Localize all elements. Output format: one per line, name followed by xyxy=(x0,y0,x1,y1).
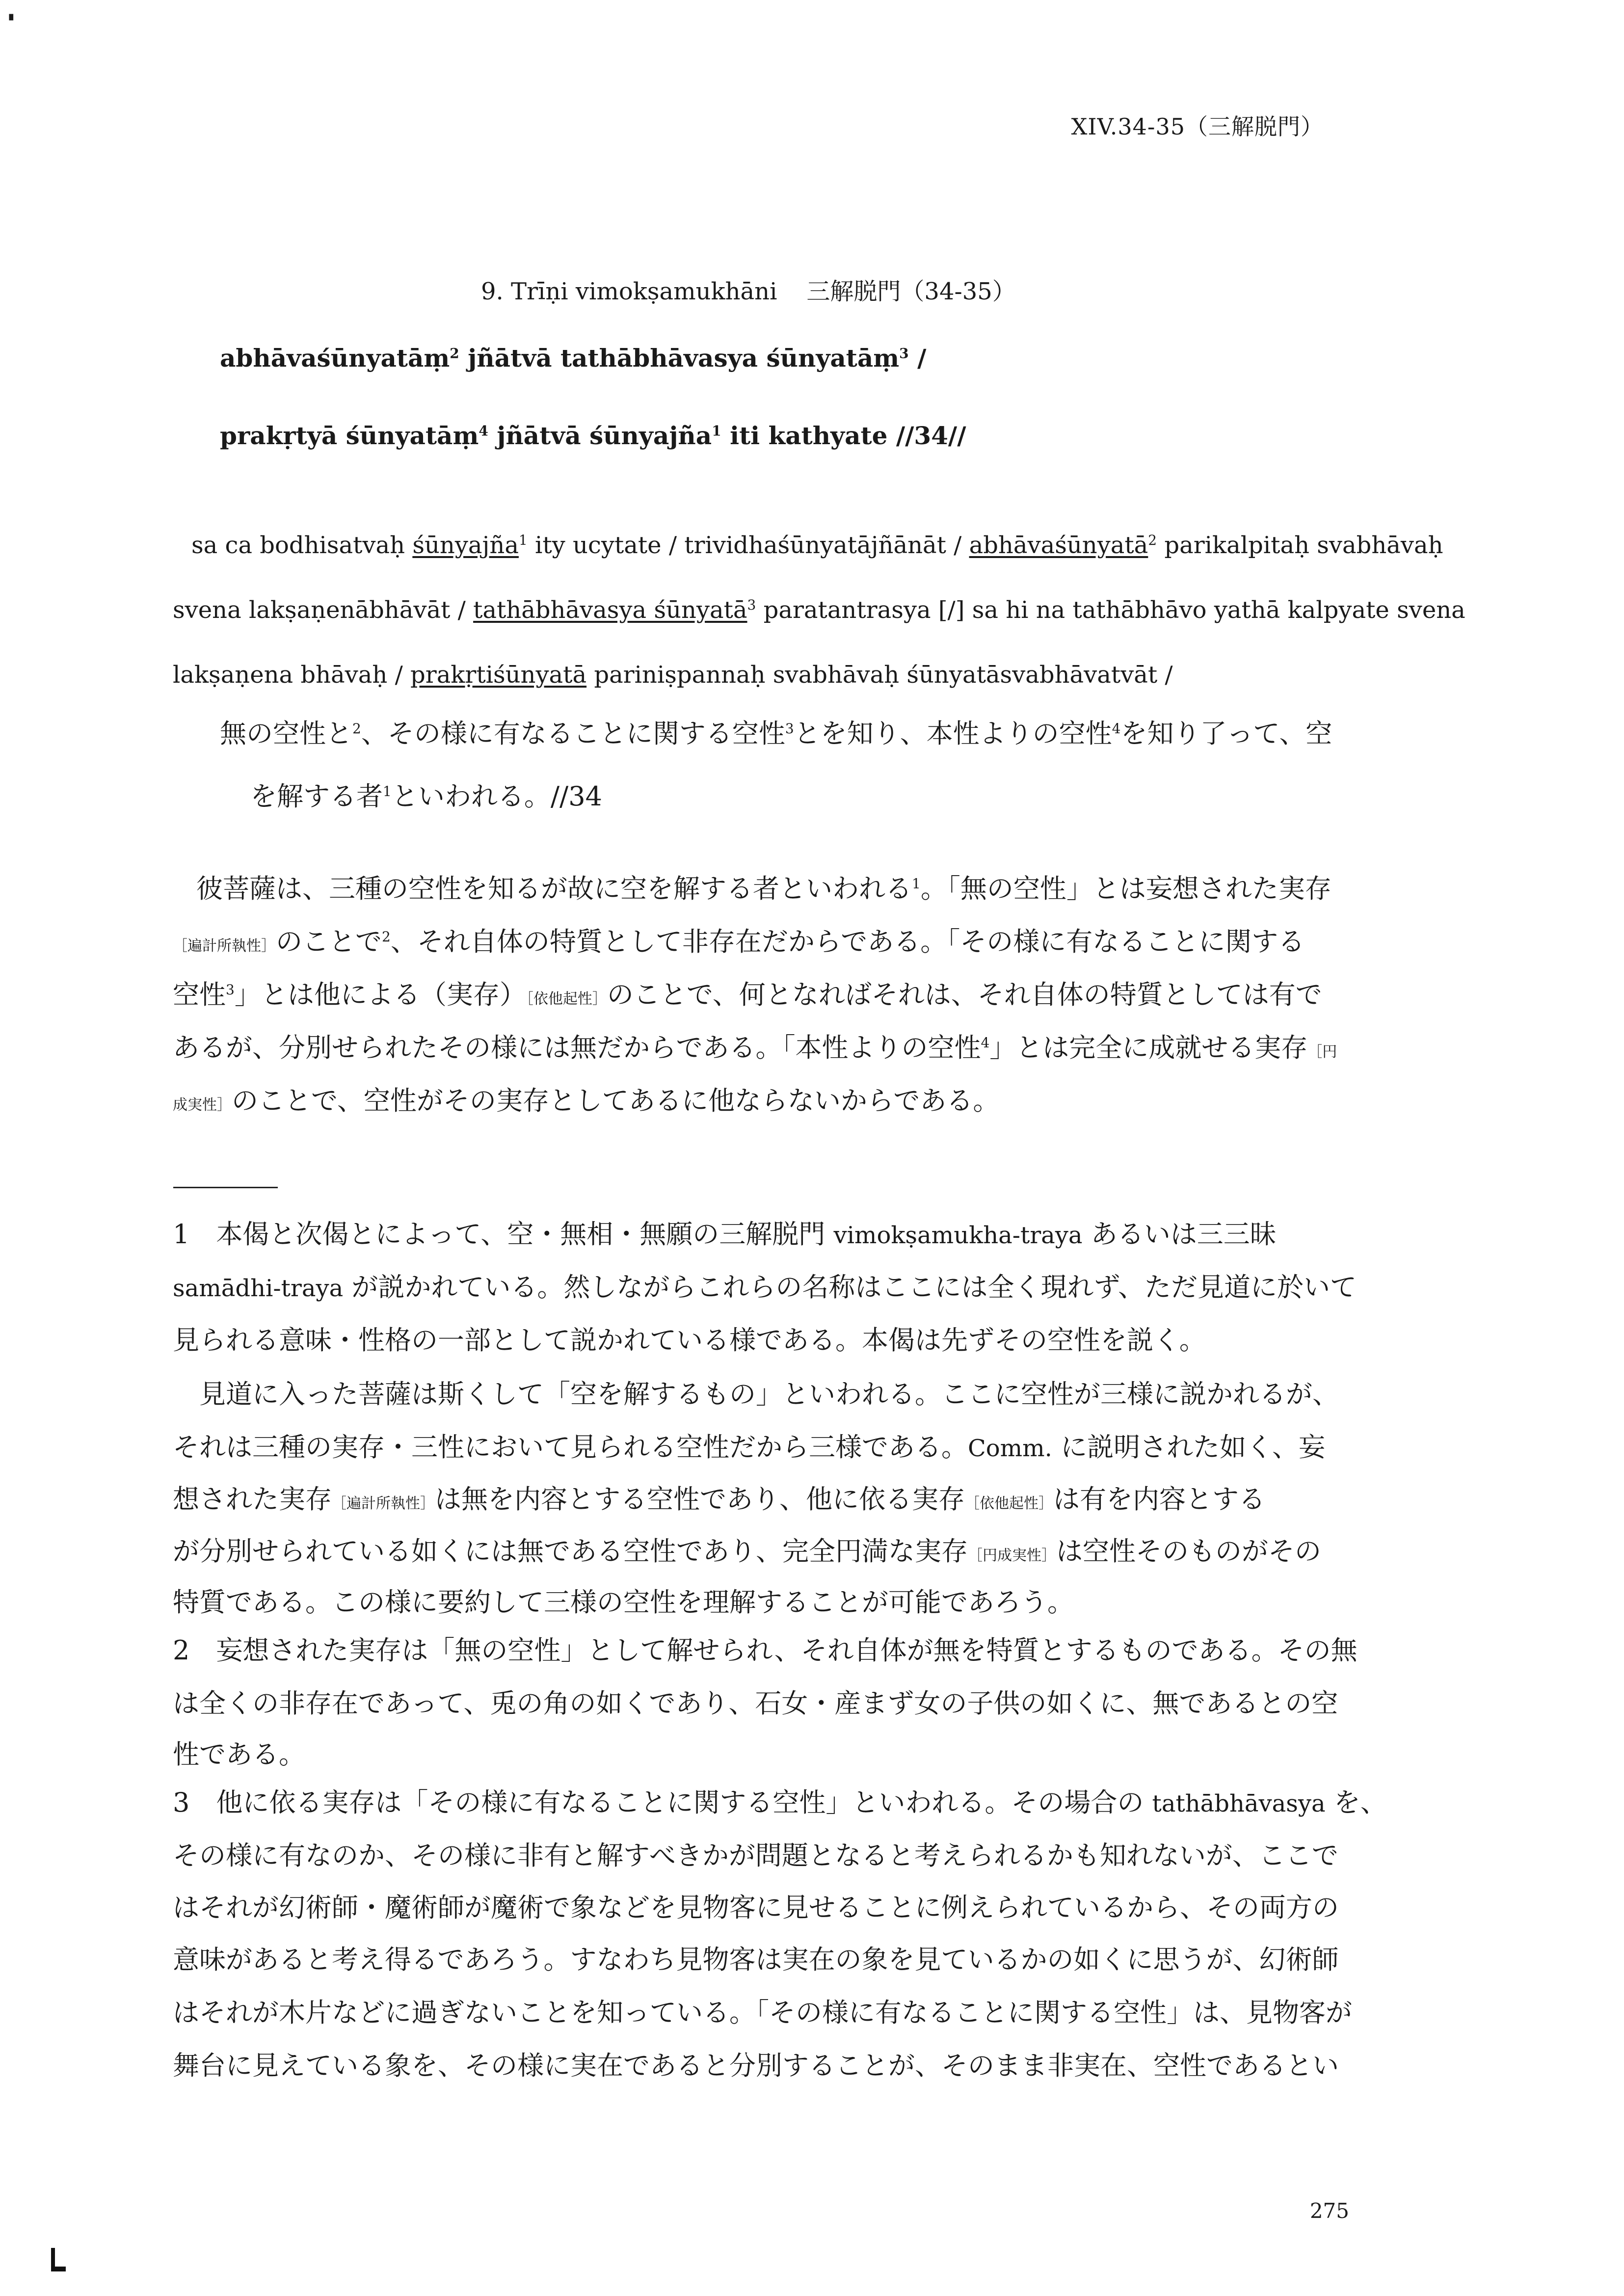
footnote-1-line-4: 見道に入った菩薩は斯くして「空を解するもの」といわれる。ここに空性が三様に説かれるが、 xyxy=(173,1379,1339,1410)
explanation-line-1: 彼菩薩は、三種の空性を知るが故に空を解する者といわれる$^1$。「無の空性」とは妄想された実存 xyxy=(196,873,1331,904)
footnote-1-line-8: 特質である。この様に要約して三様の空性を理解することが可能であろう。 xyxy=(173,1587,1074,1618)
footnote-3-line-3: はそれが幻術師・魔術師が魔術で象などを見物客に見せることに例えられているから、その両方の xyxy=(173,1892,1339,1923)
footnote-1-line-6: 想された実存［遍計所執性］は無を内容とする空性であり、他に依る実存［依他起性］は有を内容とする xyxy=(173,1484,1265,1515)
footnote-3-line-2: その様に有なのか、その様に非有と解すべきかが問題となると考えられるかも知れないが、ここで xyxy=(173,1840,1338,1871)
footnote-2-line-2: は全くの非存在であって、兎の角の如くであり、石女・産まず女の子供の如くに、無であるとの空 xyxy=(173,1688,1338,1719)
scan-mark-top-left: ▗ xyxy=(5,8,13,21)
footnote-1-line-2: samādhi-traya が説かれている。然しながらこれらの名称はここには全く現れず、ただ見道に於いて xyxy=(173,1272,1357,1303)
footnote-3-line-5: はそれが木片などに過ぎないことを知っている。「その様に有なることに関する空性」は、見物客が xyxy=(173,1997,1352,2028)
commentary-line-1: sa ca bodhisatvaḥ śūnyajña$^1$ ity ucytate / trividhaśūnyatājñānāt / abhāvaśūnyatā$^2$ parikalpitaḥ svabhāvaḥ xyxy=(191,532,1443,559)
footnote-3-line-6: 舞台に見えている象を、その様に実在であると分別することが、そのまま非実在、空性であるとい xyxy=(173,2050,1339,2081)
section-title xyxy=(481,272,1016,306)
verse-line-2: prakṛtyā śūnyatāṃ$^4$ jñātvā śūnyajña$^1$ iti kathyate //34// xyxy=(220,421,966,450)
footnote-2-line-1: 2 妄想された実存は「無の空性」として解せられ、それ自体が無を特質とするものである。その無 xyxy=(173,1635,1358,1666)
section-title-ja: 三解脱門（34-35） xyxy=(806,278,1016,305)
commentary-line-3: lakṣaṇena bhāvaḥ / prakṛtiśūnyatā pariniṣpannaḥ svabhāvaḥ śūnyatāsvabhāvatvāt / xyxy=(173,661,1173,689)
scan-mark-bottom-left xyxy=(49,2248,67,2271)
verse-line-1: abhāvaśūnyatāṃ$^2$ jñātvā tathābhāvasya śūnyatāṃ$^3$ / xyxy=(220,344,927,373)
page-number: 275 xyxy=(1309,2199,1349,2223)
footnote-1-line-5: それは三種の実存・三性において見られる空性だから三様である。Comm. に説明された如く、妄 xyxy=(173,1432,1326,1463)
running-header: XIV.34-35（三解脱門） xyxy=(1071,113,1324,140)
footnote-1-line-1: 1 本偈と次偈とによって、空・無相・無願の三解脱門 vimokṣamukha-traya あるいは三三昧 xyxy=(173,1219,1277,1250)
explanation-line-5: 成実性］のことで、空性がその実存としてあるに他ならないからである。 xyxy=(173,1085,1000,1116)
translation-line-1: 無の空性と$^2$、その様に有なることに関する空性$^3$とを知り、本性よりの空性$^4$を知り了って、空 xyxy=(220,718,1332,749)
footnote-1-line-3: 見られる意味・性格の一部として説かれている様である。本偈は先ずその空性を説く。 xyxy=(173,1325,1206,1356)
section-title-latin: 9. Trīṇi vimokṣamukhāni xyxy=(481,278,777,305)
footnote-3-line-1: 3 他に依る実存は「その様に有なることに関する空性」といわれる。その場合の tathābhāvasya を、 xyxy=(173,1787,1387,1818)
explanation-line-3: 空性$^3$」とは他による（実存）［依他起性］のことで、何となればそれは、それ自体の特質としては有で xyxy=(173,979,1322,1010)
explanation-line-2: ［遍計所執性］のことで$^2$、それ自体の特質として非存在だからである。「その様に有なることに関する xyxy=(173,926,1305,957)
footnote-1-line-7: が分別せられている如くには無である空性であり、完全円満な実存［円成実性］は空性そのものがその xyxy=(173,1536,1321,1567)
commentary-line-2: svena lakṣaṇenābhāvāt / tathābhāvasya śūnyatā$^3$ paratantrasya [/] sa hi na tathābhāvo yathā kalpyate svena xyxy=(173,596,1465,624)
translation-line-2: を解する者$^1$といわれる。//34 xyxy=(250,781,602,812)
footnote-separator xyxy=(173,1187,278,1188)
sanskrit-commentary xyxy=(173,513,1465,707)
footnote-3-line-4: 意味があると考え得るであろう。すなわち見物客は実在の象を見ているかの如くに思うが、幻術師 xyxy=(173,1944,1339,1975)
footnote-2-line-3: 性である。 xyxy=(173,1739,305,1770)
explanation-line-4: あるが、分別せられたその様には無だからである。「本性よりの空性$^4$」とは完全に成就せる実存［円 xyxy=(173,1032,1337,1063)
